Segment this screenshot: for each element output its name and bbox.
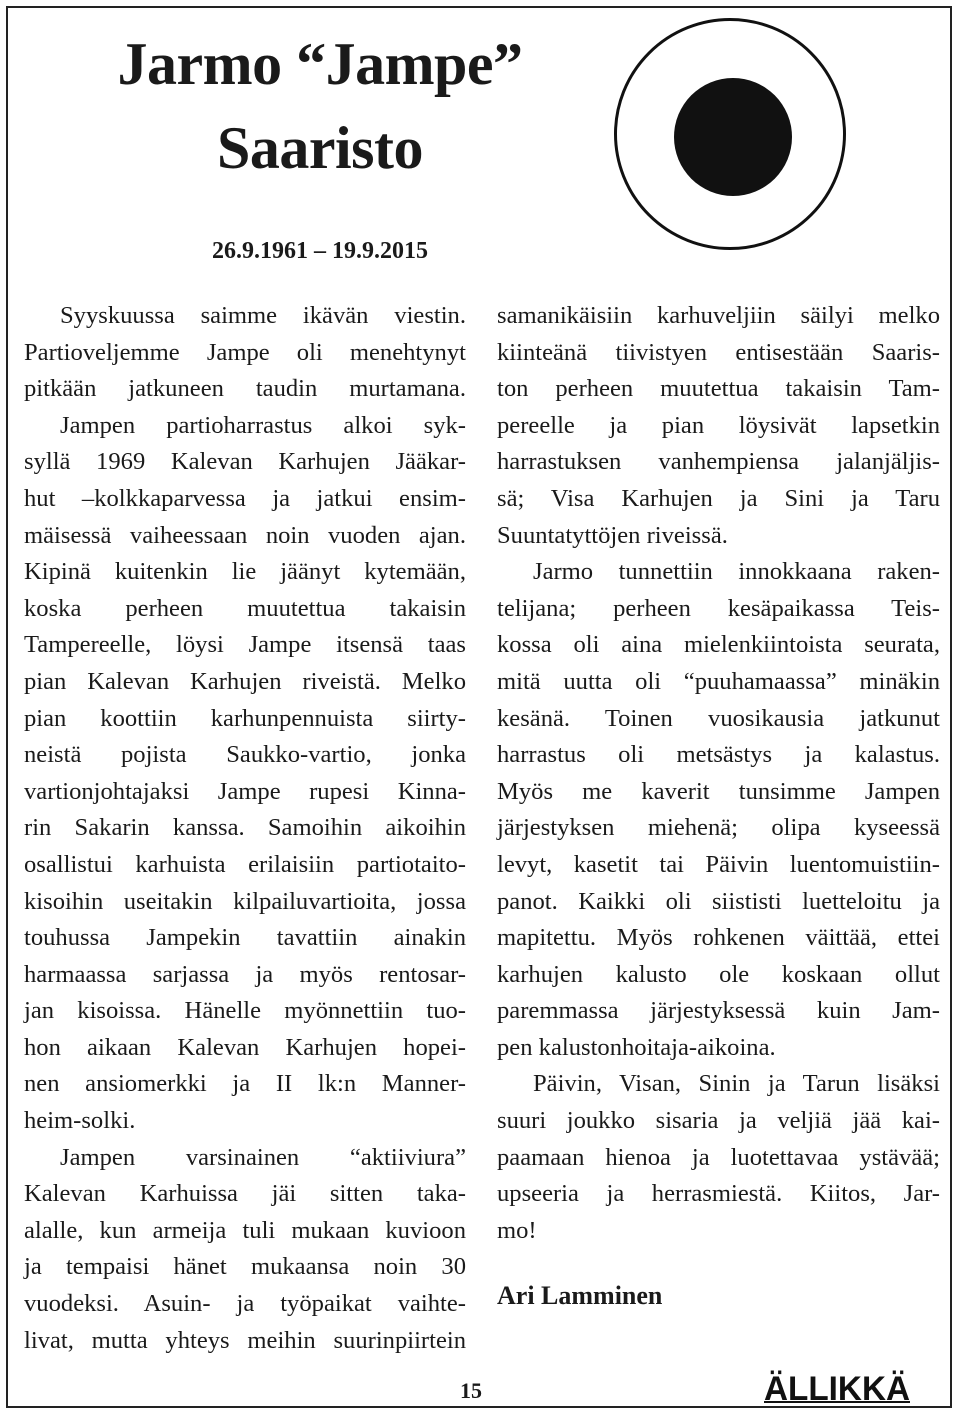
text-line: vartionjohtajaksi Jampe rupesi Kinna- [24,777,466,805]
left-column [24,298,466,1359]
text-line: Myös me kaverit tunsimme Jampen [497,777,940,805]
text-line: mo! [497,1216,537,1244]
memorial-dot-emblem [614,18,846,250]
right-column [497,298,940,1249]
text-line: Jarmo tunnettiin innokkaana raken- [533,558,940,586]
author-signature: Ari Lamminen [497,1281,663,1310]
title-line-1: Jarmo “Jampe” [117,31,523,97]
text-line: hon aikaan Kalevan Karhujen hopei- [24,1033,466,1061]
text-line: harrastus oli metsästys ja kalastus. [497,741,940,769]
text-line: Suuntatyttöjen riveissä. [497,521,728,549]
memorial-dot [674,78,792,196]
article-title [60,22,580,190]
text-line: kiinteänä tiivistyen entisestään Saaris- [497,338,940,366]
text-line: mapitettu. Myös rohkenen väittää, ettei [497,924,940,952]
text-line: Jampen partioharrastus alkoi syk- [60,411,466,439]
text-line: upseeria ja herrasmiestä. Kiitos, Jar- [497,1180,940,1208]
text-line: telijana; perheen kesäpaikassa Teis- [497,594,940,622]
text-line: koska perheen muutettua takaisin [24,594,466,622]
paragraph-5 [497,1066,940,1249]
text-line: heim-solki. [24,1107,136,1135]
text-line: nen ansiomerkki ja II lk:n Manner- [24,1070,466,1098]
text-line: paremmassa järjestyksessä kuin Jam- [497,997,940,1025]
allikka-logo [762,1362,912,1406]
text-line: ton perheen muutettua takaisin Tam- [497,375,940,403]
text-line: ja tempaisi hänet mukaansa noin 30 [24,1253,466,1281]
text-line: Syyskuussa saimme ikävän viestin. [60,302,466,329]
text-line: rin Sakarin kanssa. Samoihin aikoihin [24,814,466,842]
text-line: pian Kalevan Karhujen riveistä. Melko [24,667,466,695]
text-line: panot. Kaikki oli siististi luetteloitu ja [497,887,940,915]
paragraph-1 [24,298,466,1140]
text-line: kisoihin useitakin kilpailuvartioita, jossa [24,887,466,915]
text-line: mitä uutta oli “puuhamaassa” minäkin [497,667,940,695]
text-line: jan kisoissa. Hänelle myönnettiin tuo- [24,997,466,1025]
paragraph-2 [24,1140,466,1360]
text-line: järjestyksen miehenä; olipa kyseessä [497,814,940,842]
text-line: livat, mutta yhteys meihin suurinpiirtein [24,1326,466,1354]
text-line: neistä pojista Saukko-vartio, jonka [24,741,466,769]
text-line: pitkään jatkuneen taudin murtamana. [24,375,466,403]
text-line: hut –kolkkaparvessa ja jatkui ensim- [24,484,466,512]
logo-text: ÄLLIKKÄ [764,1370,910,1406]
text-line: osallistui karhuista erilaisiin partiotaito- [24,850,466,878]
text-line: vuodeksi. Asuin- ja työpaikat vaihte- [24,1290,466,1318]
text-line: pen kalustonhoitaja-aikoina. [497,1033,776,1061]
paragraph-3 [497,298,940,554]
page-number: 15 [460,1378,482,1403]
text-line: karhujen kalusto ole koskaan ollut [497,960,940,988]
text-line: Kipinä kuitenkin lie jäänyt kytemään, [24,558,466,586]
text-line: Partioveljemme Jampe oli menehtynyt [24,338,466,366]
text-line: sä; Visa Karhujen ja Sini ja Taru [497,484,940,512]
text-line: Jampen varsinainen “aktiiviura” [60,1143,466,1171]
text-line: Tampereelle, löysi Jampe itsensä taas [24,631,466,659]
text-line: levyt, kasetit tai Päivin luentomuistiin- [497,850,940,878]
text-line: kossa oli aina mielenkiintoista seurata, [497,631,940,659]
title-line-2: Saaristo [217,115,423,181]
text-line: mäisessä vaiheessaan noin vuoden ajan. [24,521,466,549]
paragraph-4 [497,554,940,1066]
text-line: harrastuksen vanhempiensa jalanjäljis- [497,448,940,476]
text-line: pereelle ja pian löysivät lapsetkin [497,411,940,439]
text-line: samanikäisiin karhuveljiin säilyi melko [497,302,940,329]
life-dates: 26.9.1961 – 19.9.2015 [212,238,428,264]
text-line: alalle, kun armeija tuli mukaan kuvioon [24,1216,466,1244]
text-line: harmaassa sarjassa ja myös rentosar- [24,960,466,988]
text-line: Päivin, Visan, Sinin ja Tarun lisäksi [533,1070,940,1098]
text-line: syllä 1969 Kalevan Karhujen Jääkar- [24,448,466,476]
text-line: touhussa Jampekin tavattiin ainakin [24,924,466,952]
text-line: suuri joukko sisaria ja veljiä jää kai- [497,1107,940,1135]
text-line: pian koottiin karhunpennuista siirty- [24,704,466,732]
text-line: paamaan hienoa ja luotettavaa ystävää; [497,1143,940,1171]
text-line: kesänä. Toinen vuosikausia jatkunut [497,704,940,732]
text-line: Kalevan Karhuissa jäi sitten taka- [24,1180,466,1208]
